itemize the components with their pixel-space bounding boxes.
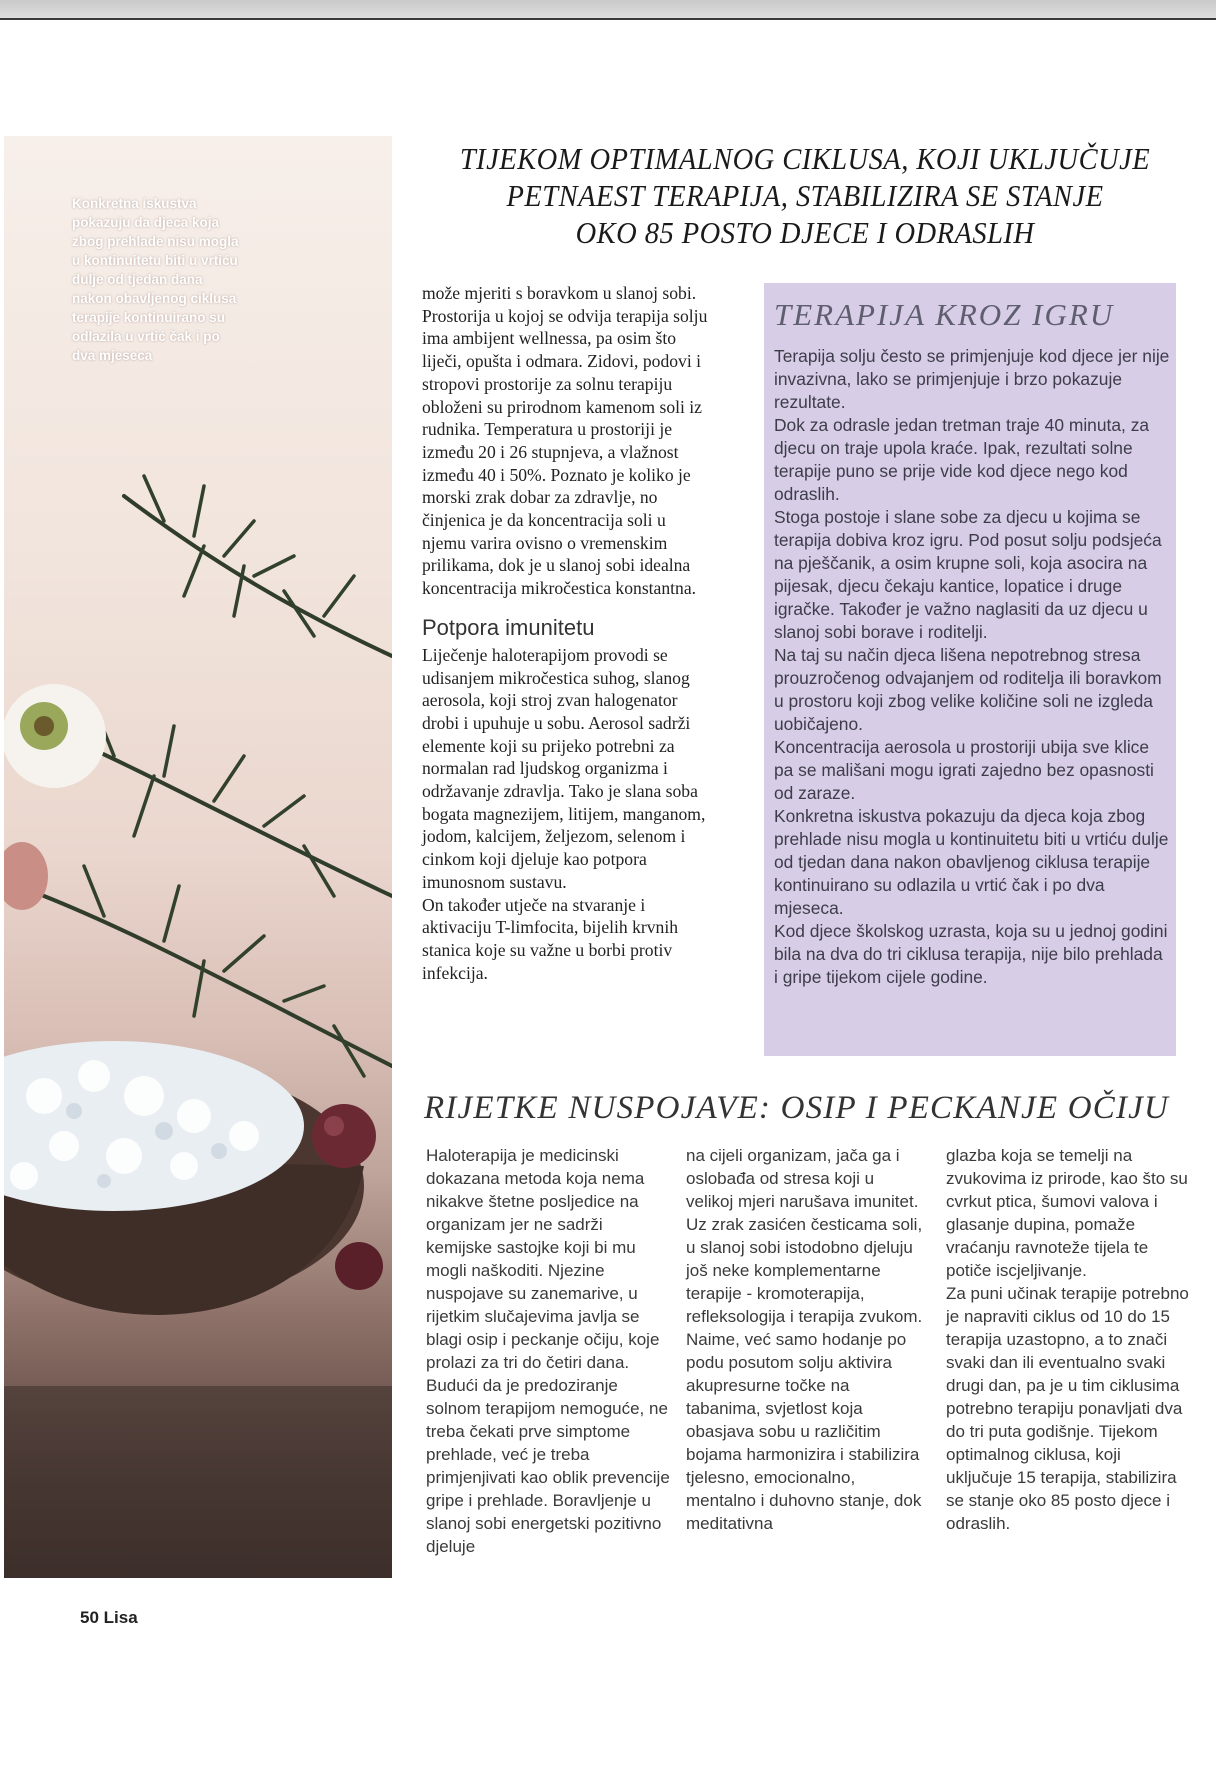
sidebar-box	[764, 283, 1176, 1056]
sidebar-paragraph: Koncentracija aerosola u prostoriji ubija sve klice pa se mališani mogu igrati zajedno bez opasnosti od zaraze.	[774, 737, 1154, 803]
section2-column-2	[686, 1144, 926, 1535]
sidebar-paragraph: Terapija solju često se primjenjuje kod djece jer nije invazivna, lako se primjenjuje i brzo pokazuje rezultate.	[774, 346, 1170, 412]
sidebar-paragraph: Kod djece školskog uzrasta, koja su u jednoj godini bila na dva do tri ciklusa terapija, nije bilo prehlada i gripe tijekom cijele godine.	[774, 921, 1168, 987]
salt-bowl-photo	[4, 136, 392, 1578]
section2-paragraph: Haloterapija je medicinski dokazana metoda koja nema nikakve štetne posljedice na organizam jer ne sadrži kemijske sastojke koji bi mu mogli naškoditi. Njezine nuspojave su zanemarive, u rijetkim slučajevima javlja se blagi osip i peckanje očiju, koje prolazi za tri do četiri dana. Budući da je predoziranje solnom terapijom nemoguće, ne treba čekati prve simptome prehlade, već je treba primjenjivati kao oblik prevencije gripe i prehlade. Boravljenje u slanoj sobi energetski pozitivno djeluje	[426, 1146, 670, 1556]
sidebar-paragraph: Na taj su način djeca lišena nepotrebnog stresa prouzročenog odvajanjem od roditelja ili boravkom u prostoru koji zbog velike količine soli ne izgleda uobičajeno.	[774, 645, 1162, 734]
section2-column-1	[426, 1144, 672, 1558]
photo-caption: Konkretna iskustva pokazuju da djeca koja zbog prehlade nisu mogla u kontinuitetu biti u vrtiću dulje od tjedan dana nakon obavljenog ciklusa terapije kontinuirano su odlazila u vrtić čak i po dva mjeseca	[72, 196, 239, 363]
headline-line: PETNAEST TERAPIJA, STABILIZIRA SE STANJE	[506, 178, 1104, 213]
pull-quote-headline	[451, 140, 1159, 251]
sidebar-title: TERAPIJA KROZ IGRU	[774, 297, 1115, 332]
intro-paragraph: može mjeriti s boravkom u slanoj sobi. Prostorija u kojoj se odvija terapija solju ima ambijent wellnessa, pa osim što liječi, opušta i odmara. Zidovi, podovi i stropovi prostorije za solnu terapiju obloženi su prirodnom kamenom soli iz rudnika. Temperatura u prostoriji je između 20 i 26 stupnjeva, a vlažnost između 40 i 50%. Poznato je koliko je morski zrak dobar za zdravlje, no činjenica je da koncentracija soli u njemu varira ovisno o vremenskim prilikama, dok je u slanoj sobi idealna koncentracija mikročestica konstantna.	[422, 283, 708, 599]
sidebar-paragraph: Konkretna iskustva pokazuju da djeca koja zbog prehlade nisu mogla u kontinuitetu biti u vrtiću dulje od tjedan dana nakon obavljenog ciklusa terapije kontinuirano su odlazila u vrtić čak i po dva mjeseca.	[774, 806, 1169, 918]
sidebar-text	[774, 345, 1170, 989]
article-column-left	[422, 282, 714, 984]
section2-paragraph: na cijeli organizam, jača ga i oslobađa od stresa koji u velikoj mjeri narušava imunitet.	[686, 1146, 919, 1211]
section2-column-3	[946, 1144, 1190, 1535]
body-paragraph: Liječenje haloterapijom provodi se udisanjem mikročestica suhog, slanog aerosola, koji stroj zvan halogenator drobi i upuhuje u sobu. Aerosol sadrži elemente koji su prijeko potrebni za normalan rad ljudskog organizma i održavanje zdravlja. Tako je slana soba bogata magnezijem, litijem, manganom, jodom, kalcijem, željezom, selenom i cinkom koji djeluje kao potpora imunosnom sustavu.	[422, 644, 706, 892]
scan-top-edge	[0, 0, 1216, 20]
body-paragraph: On također utječe na stvaranje i aktivaciju T-limfocita, bijelih krvnih stanica koje su važne u borbi protiv infekcija.	[422, 894, 679, 983]
section2-paragraph: Naime, već samo hodanje po podu posutom solju aktivira akupresurne točke na tabanima, svjetlost koja obasjava sobu u različitim bojama harmonizira i stabilizira tjelesno, emocionalno, mentalno i duhovno stanje, dok meditativna	[686, 1330, 922, 1533]
headline-line: OKO 85 POSTO DJECE I ODRASLIH	[575, 215, 1035, 250]
section-heading-side-effects: RIJETKE NUSPOJAVE: OSIP I PECKANJE OČIJU	[424, 1090, 1170, 1126]
section2-paragraph: Za puni učinak terapije potrebno je napraviti ciklus od 10 do 15 terapija uzastopno, a to znači svaki dan ili eventualno svaki drugi dan, pa je u tim ciklusima potrebno terapiju ponavljati dva do tri puta godišnje. Tijekom optimalnog ciklusa, koji uključuje 15 terapija, stabilizira se stanje oko 85 posto djece i odraslih.	[946, 1284, 1189, 1533]
sidebar-paragraph: Dok za odrasle jedan tretman traje 40 minuta, za djecu on traje upola kraće. Ipak, rezultati solne terapije puno se prije vide kod djece nego kod odraslih.	[774, 415, 1150, 504]
page-folio: 50 Lisa	[80, 1608, 138, 1627]
section2-paragraph: glazba koja se temelji na zvukovima iz prirode, kao što su cvrkut ptica, šumovi valova i glasanje dupina, pomaže vraćanju ravnoteže tijela te potiče iscjeljivanje.	[946, 1146, 1188, 1280]
sidebar-paragraph: Stoga postoje i slane sobe za djecu u kojima se terapija dobiva kroz igru. Pod posut solju podsjeća na pješčanik, a osim krupne soli, koja asocira na pijesak, djecu čekaju kantice, lopatice i druge igračke. Također je važno naglasiti da uz djecu u slanoj sobi borave i roditelji.	[774, 507, 1162, 642]
subheading-immunity: Potpora imunitetu	[422, 614, 595, 640]
headline-line: TIJEKOM OPTIMALNOG CIKLUSA, KOJI UKLJUČUJE	[459, 141, 1151, 176]
section2-paragraph: Uz zrak zasićen česticama soli, u slanoj sobi istodobno djeluju još neke komplementarne terapije - kromoterapija, refleksologija i terapija zvukom.	[686, 1215, 923, 1326]
